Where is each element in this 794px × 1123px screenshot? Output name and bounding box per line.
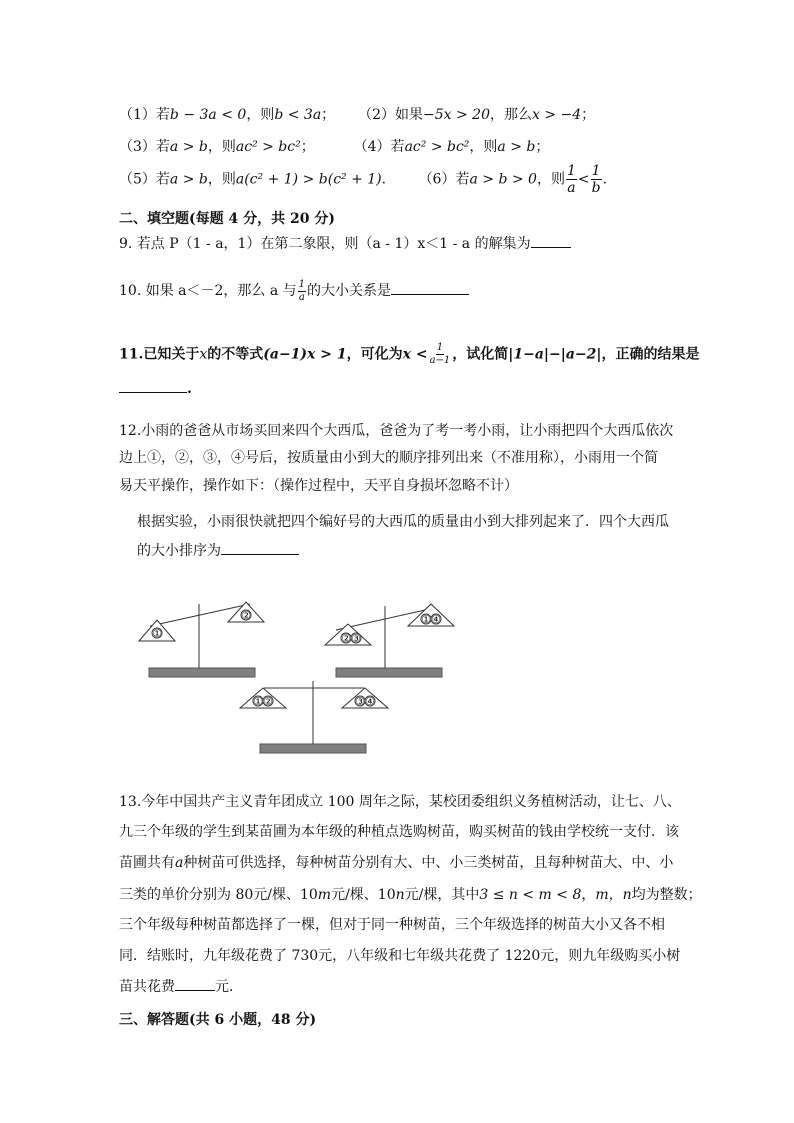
q13-line-6: 同．结账时，九年级花费了 730元，八年级和七年级共花费了 1220元，则九年级购买小树 (119, 948, 681, 964)
frac-a-den: a (567, 180, 576, 196)
q13-l4c: 元/棵，其中 (404, 887, 480, 903)
q11-abs-expr: |1−a|−|a−2| (508, 346, 602, 363)
stmt4-result: a > b (497, 139, 536, 155)
q12-line-2: 边上①，②，③，④号后，按质量由小到大的顺序排列出来（不准用称），小雨用一个简 (119, 450, 658, 466)
stmt2-result: x > −4 (531, 107, 582, 123)
q13-l4a: 三类的单价分别为 80元/棵、10 (119, 887, 318, 903)
q9-text: 9. 若点 P（1 - a，1）在第二象限，则（a - 1）x＜1 - a 的解集为 (119, 236, 531, 252)
q11-var: x (199, 346, 208, 363)
q10-frac-den: a (298, 292, 305, 303)
b1-right-label: ② (241, 609, 251, 622)
stmt4-end: ； (535, 139, 550, 155)
q11-mid1: 的不等式 (207, 346, 264, 363)
stmt1-end: ； (321, 107, 336, 123)
frac-b-den: b (591, 180, 601, 196)
q13-l3b: 种树苗可供选择，每种树苗分别有大、中、小三类树苗，且每种树苗大、中、小 (183, 855, 674, 871)
stmt6-end: ． (602, 171, 617, 188)
b3-right-label: ③④ (355, 695, 375, 708)
q13-l7b: 元． (215, 979, 243, 995)
stmt3-mid: ，则 (207, 139, 236, 155)
q11-pre: 11.已知关于 (119, 346, 200, 363)
stmt6-lt: < (577, 171, 590, 188)
q13-condition: 3 ≤ n < m < 8 (479, 887, 582, 903)
q13-line-5: 三个年级每种树苗都选择了一棵，但对于同一种树苗，三个年级选择的树苗大小又各不相 (119, 917, 665, 933)
stmt2-condition: −5x > 20 (423, 107, 490, 123)
stmt1-condition: b − 3a < 0 (169, 107, 247, 123)
q10-pre: 10. 如果 a＜－2，那么 a 与 (119, 283, 297, 299)
q13-line-3 (119, 852, 673, 872)
q13-var-m: m (317, 887, 332, 903)
stmt5-mid: ，则 (207, 171, 236, 188)
frac-a-num: 1 (566, 163, 576, 179)
q13-l4b: 元/棵、10 (331, 887, 396, 903)
q12-l5-text: 的大小排序为 (137, 543, 221, 559)
q11-frac-den: a−1 (429, 355, 451, 366)
stmt4-condition: ac² > bc² (404, 139, 470, 155)
q13-line-1: 13.今年中国共产主义青年团成立 100 周年之际，某校团委组织义务植树活动，让七、八、 (119, 794, 681, 810)
stmt6-condition: a > b > 0 (469, 171, 537, 188)
q11-inequality: (a−1)x > 1 (263, 346, 347, 363)
balance-3 (240, 681, 388, 753)
stmt2-end: ； (581, 107, 596, 123)
stmt5-prefix: （5）若 (119, 171, 170, 188)
stmt3-end: ； (300, 139, 315, 155)
stmt3-result: ac² > bc² (235, 139, 301, 155)
q13-line-4 (119, 884, 702, 904)
frac-b-num: 1 (591, 163, 601, 179)
stmt6-prefix: （6）若 (418, 171, 470, 188)
stmt1-prefix: （1）若 (119, 107, 170, 123)
q11-end: . (187, 381, 192, 397)
section2-heading: 二、填空题(每题 4 分，共 20 分) (119, 211, 335, 227)
q13-line-7 (119, 976, 243, 996)
q13-l7a: 苗共花费 (119, 979, 175, 995)
stmt2-prefix: （2）如果 (358, 107, 423, 123)
stmt3-condition: a > b (169, 139, 208, 155)
stmt5-end: ． (381, 171, 396, 188)
b1-left-label: ① (152, 627, 162, 640)
stmt4-prefix: （4）若 (353, 139, 405, 155)
q10-post: 的大小关系是 (307, 283, 392, 299)
q10-frac-num: 1 (298, 279, 306, 290)
q13-vars-mn: m，n (595, 887, 632, 903)
q13-answer-blank[interactable] (175, 990, 215, 991)
b3-left-label: ①② (253, 695, 273, 708)
q13-l3a: 苗圃共有 (119, 855, 175, 871)
q13-var-n: n (395, 887, 405, 903)
q11-mid3: ，试化简 (452, 346, 509, 363)
q13-line-2: 九三个年级的学生到某苗圃为本年级的种植点选购树苗，购买树苗的钱由学校统一支付．该 (119, 824, 679, 840)
stmt4-mid: ，则 (469, 139, 498, 155)
stmt6-mid: ，则 (536, 171, 565, 188)
b2-right-label: ①④ (421, 613, 441, 626)
q12-line-3: 易天平操作，操作如下：（操作过程中，天平自身损坏忽略不计） (119, 478, 518, 494)
section3-heading: 三、解答题(共 6 小题，48 分) (119, 1012, 317, 1028)
q12-line-1: 12.小雨的爸爸从市场买回来四个大西瓜，爸爸为了考一考小雨，让小雨把四个大西瓜依次 (119, 423, 674, 439)
stmt5-result: a(c² + 1) > b(c² + 1) (235, 171, 382, 188)
q13-l4d: ， (581, 887, 596, 903)
stmt1-result: b < 3a (274, 107, 322, 123)
q12-line-4: 根据实验，小雨很快就把四个编好号的大西瓜的质量由小到大排列起来了．四个大西瓜 (137, 514, 669, 530)
q13-var-a: a (175, 855, 184, 871)
q11-post: ，正确的结果是 (601, 346, 700, 363)
q13-l4e: 均为整数； (631, 887, 702, 903)
stmt1-mid: ，则 (246, 107, 275, 123)
q11-x-lt: x < (402, 346, 428, 363)
q11-frac-num: 1 (436, 342, 444, 353)
stmt5-condition: a > b (169, 171, 208, 188)
stmt3-prefix: （3）若 (119, 139, 170, 155)
stmt2-mid: ，那么 (489, 107, 532, 123)
b2-left-label: ②③ (341, 632, 361, 645)
q11-mid2: ，可化为 (346, 346, 403, 363)
